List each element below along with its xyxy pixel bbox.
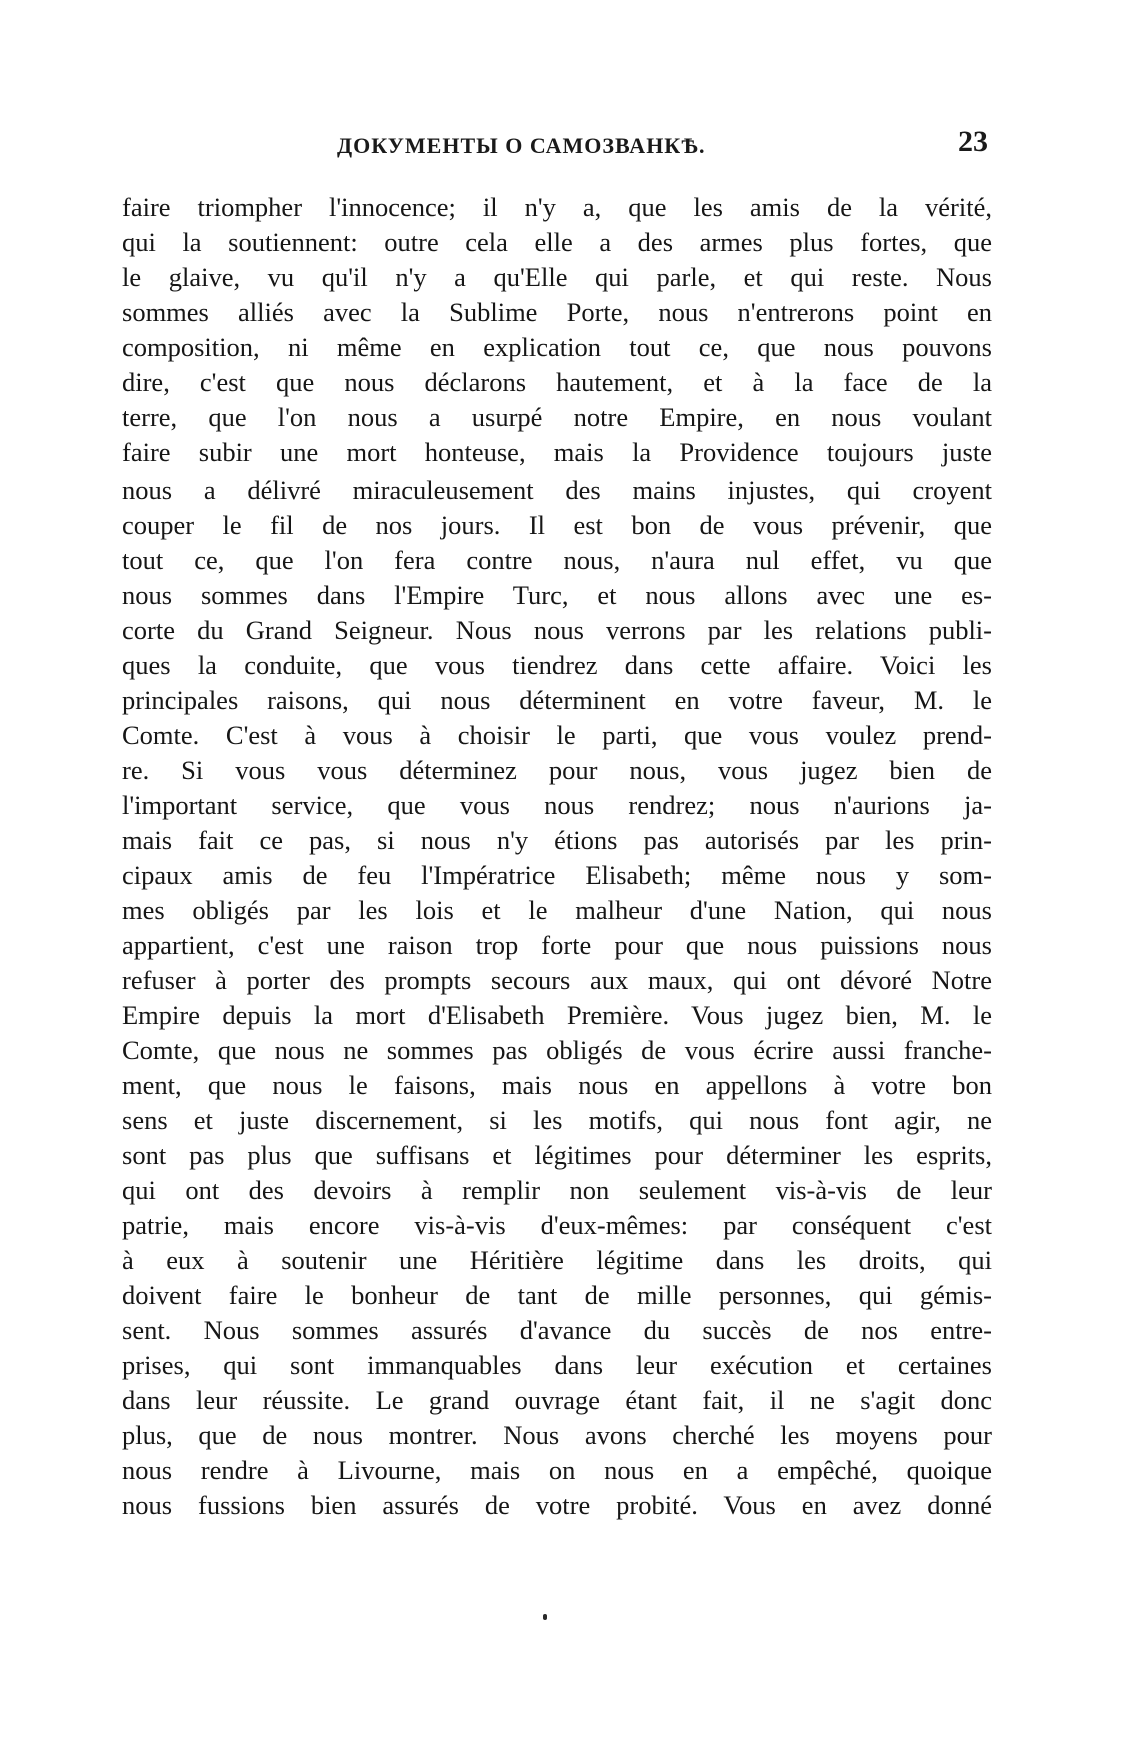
text-line: qui la soutiennent: outre cela elle a des armes plus fortes, que	[122, 227, 992, 257]
text-line: doivent faire le bonheur de tant de mille personnes, qui gémis-	[122, 1280, 992, 1310]
ink-speck	[543, 1614, 547, 1620]
text-line: prises, qui sont immanquables dans leur exécution et certaines	[122, 1350, 992, 1380]
text-line: à eux à soutenir une Héritière légitime dans les droits, qui	[122, 1245, 992, 1275]
text-line: corte du Grand Seigneur. Nous nous verrons par les relations publi-	[122, 615, 992, 645]
text-line: appartient, c'est une raison trop forte pour que nous puissions nous	[122, 930, 992, 960]
text-line: cipaux amis de feu l'Impératrice Elisabeth; même nous y som-	[122, 860, 992, 890]
text-line: principales raisons, qui nous déterminent en votre faveur, M. le	[122, 685, 992, 715]
text-line: dire, c'est que nous déclarons hautement, et à la face de la	[122, 367, 992, 397]
text-line: ques la conduite, que vous tiendrez dans cette affaire. Voici les	[122, 650, 992, 680]
text-line: plus, que de nous montrer. Nous avons cherché les moyens pour	[122, 1420, 992, 1450]
text-line: patrie, mais encore vis-à-vis d'eux-mêmes: par conséquent c'est	[122, 1210, 992, 1240]
text-line: sont pas plus que suffisans et légitimes pour déterminer les esprits,	[122, 1140, 992, 1170]
text-line: ment, que nous le faisons, mais nous en appellons à votre bon	[122, 1070, 992, 1100]
text-line: sens et juste discernement, si les motifs, qui nous font agir, ne	[122, 1105, 992, 1135]
text-line: composition, ni même en explication tout ce, que nous pouvons	[122, 332, 992, 362]
text-line: faire subir une mort honteuse, mais la Providence toujours juste	[122, 437, 992, 467]
text-line: nous rendre à Livourne, mais on nous en a empêché, quoique	[122, 1455, 992, 1485]
text-line: mais fait ce pas, si nous n'y étions pas autorisés par les prin-	[122, 825, 992, 855]
text-line: nous fussions bien assurés de votre probité. Vous en avez donné	[122, 1490, 992, 1520]
page-number: 23	[958, 125, 988, 158]
text-line: Comte. C'est à vous à choisir le parti, que vous voulez prend-	[122, 720, 992, 750]
text-line: tout ce, que l'on fera contre nous, n'aura nul effet, vu que	[122, 545, 992, 575]
text-line: refuser à porter des prompts secours aux maux, qui ont dévoré Notre	[122, 965, 992, 995]
text-line: nous a délivré miraculeusement des mains injustes, qui croyent	[122, 475, 992, 505]
text-line: dans leur réussite. Le grand ouvrage étant fait, il ne s'agit donc	[122, 1385, 992, 1415]
text-line: l'important service, que vous nous rendrez; nous n'aurions ja-	[122, 790, 992, 820]
text-line: le glaive, vu qu'il n'y a qu'Elle qui parle, et qui reste. Nous	[122, 262, 992, 292]
running-title: ДОКУМЕНТЫ О САМОЗВАНКѢ.	[337, 133, 706, 158]
body-text	[122, 190, 992, 1523]
text-line: sommes alliés avec la Sublime Porte, nous n'entrerons point en	[122, 297, 992, 327]
text-line: Comte, que nous ne sommes pas obligés de vous écrire aussi franche-	[122, 1035, 992, 1065]
text-line: faire triompher l'innocence; il n'y a, que les amis de la vérité,	[122, 192, 992, 222]
text-line: sent. Nous sommes assurés d'avance du succès de nos entre-	[122, 1315, 992, 1345]
text-line: re. Si vous vous déterminez pour nous, vous jugez bien de	[122, 755, 992, 785]
text-line: terre, que l'on nous a usurpé notre Empire, en nous voulant	[122, 402, 992, 432]
text-line: mes obligés par les lois et le malheur d'une Nation, qui nous	[122, 895, 992, 925]
text-line: couper le fil de nos jours. Il est bon de vous prévenir, que	[122, 510, 992, 540]
text-line: Empire depuis la mort d'Elisabeth Première. Vous jugez bien, M. le	[122, 1000, 992, 1030]
text-line: qui ont des devoirs à remplir non seulement vis-à-vis de leur	[122, 1175, 992, 1205]
text-line: nous sommes dans l'Empire Turc, et nous allons avec une es-	[122, 580, 992, 610]
